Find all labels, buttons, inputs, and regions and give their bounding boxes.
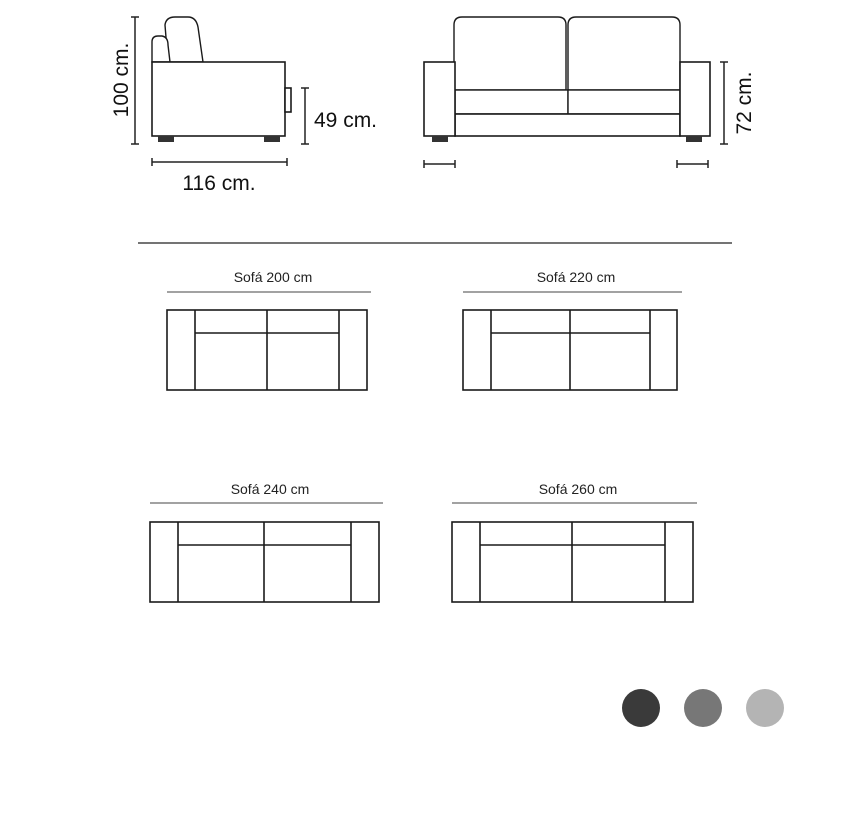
front-foot-left (432, 136, 448, 142)
swatch-dark-grey[interactable] (622, 689, 660, 727)
front-base (455, 114, 680, 136)
plan-label: Sofá 220 cm (536, 269, 616, 285)
plan-label: Sofá 240 cm (230, 481, 310, 497)
front-foot-right (686, 136, 702, 142)
color-swatches (622, 689, 784, 727)
seat-dim-label: 49 cm. (314, 109, 378, 132)
plan-sofa-220 (463, 269, 682, 390)
side-back-cushion-rear (165, 17, 203, 62)
arm-height-dim-label: 72 cm. (733, 71, 756, 135)
plan-label: Sofá 260 cm (538, 481, 618, 497)
front-seat-cushion-left (455, 90, 568, 114)
swatch-light-grey[interactable] (746, 689, 784, 727)
front-arm-right (680, 62, 710, 136)
height-dim-label: 100 cm. (110, 42, 133, 118)
plan-sofa-260 (452, 481, 697, 602)
plan-sofa-240 (150, 481, 383, 602)
front-arm-left (424, 62, 455, 136)
side-view (110, 17, 377, 195)
plan-label: Sofá 200 cm (233, 269, 313, 285)
side-back-cushion-front (152, 36, 170, 62)
side-body (152, 62, 285, 136)
plan-sofa-200 (167, 269, 371, 390)
depth-dim-label: 116 cm. (182, 172, 256, 195)
front-view (424, 17, 756, 168)
front-seat-cushion-right (568, 90, 680, 114)
side-panel (285, 88, 291, 112)
front-back-cushion-left (454, 17, 566, 90)
side-foot-right (264, 136, 280, 142)
front-back-cushion-right (568, 17, 680, 90)
side-foot-left (158, 136, 174, 142)
swatch-medium-grey[interactable] (684, 689, 722, 727)
